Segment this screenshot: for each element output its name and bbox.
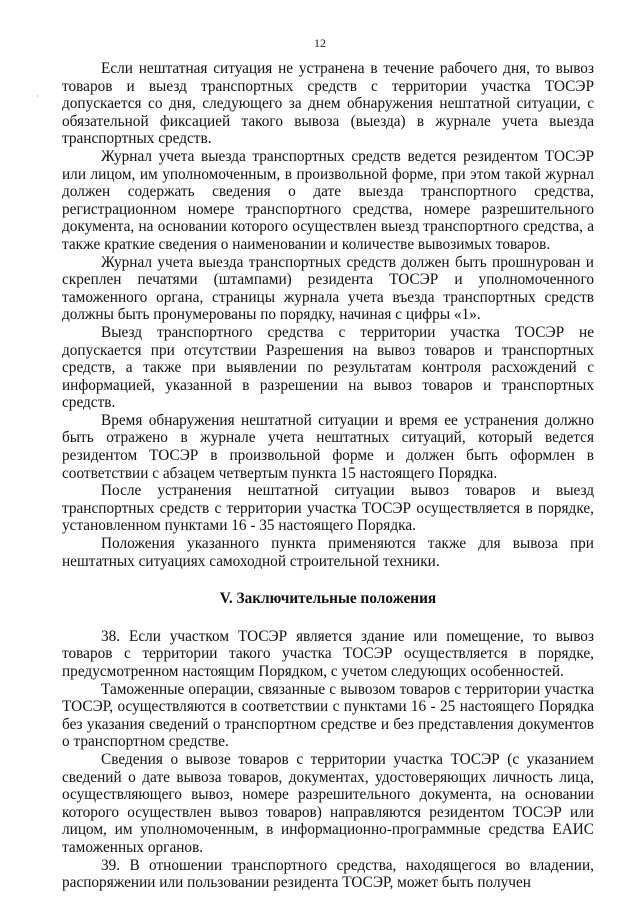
paragraph: Журнал учета выезда транспортных средств ведется резидентом ТОСЭР или лицом, им уполномоченным, в произвольной форме, при этом такой журнал должен содержать сведения о дате выезда транспортного средства, регистрационном номере транспортного средства, номере разрешительного документа, на основании которого осуществлен выезд транспортного средства, а также краткие сведения о наименовании и количестве вывозимых товаров.	[62, 147, 594, 253]
paragraph: Время обнаружения нештатной ситуации и время ее устранения должно быть отражено в журнале учета нештатных ситуаций, который ведется резидентом ТОСЭР в произвольной форме и должен быть оформлен в соответствии с абзацем четвертым пункта 15 настоящего Порядка.	[62, 411, 594, 482]
paragraph: Положения указанного пункта применяются также для вывоза при нештатных ситуациях самоходной строительной техники.	[62, 535, 594, 570]
margin-mark: ·	[36, 92, 39, 102]
paragraph: 39. В отношении транспортного средства, находящегося во владении, распоряжении или пользовании резидента ТОСЭР, может быть получен	[62, 856, 594, 892]
paragraph: Таможенные операции, связанные с вывозом товаров с территории участка ТОСЭР, осуществляются в соответствии с пунктами 16 - 25 настоящего Порядка без указания сведений о транспортном средстве и без представления документов о транспортном средстве.	[62, 680, 594, 751]
paragraph: После устранения нештатной ситуации вывоз товаров и выезд транспортных средств с территории участка ТОСЭР осуществляется в порядке, установленном пунктами 16 - 35 настоящего Порядка.	[62, 482, 594, 535]
paragraph: 38. Если участком ТОСЭР является здание или помещение, то вывоз товаров с территории такого участка ТОСЭР осуществляется в порядке, предусмотренном настоящим Порядком, с учетом следующих особенностей.	[62, 627, 594, 680]
paragraph: Выезд транспортного средства с территории участка ТОСЭР не допускается при отсутствии Разрешения на вывоз товаров и транспортных средств, а также при выявлении по результатам контроля расхождений с информацией, указанной в разрешении на вывоз товаров и транспортных средств.	[62, 323, 594, 412]
section-heading: V. Заключительные положения	[219, 590, 437, 608]
page-number: 12	[314, 36, 326, 50]
paragraph: Если нештатная ситуация не устранена в течение рабочего дня, то вывоз товаров и выезд транспортных средств с территории участка ТОСЭР допускается со дня, следующего за днем обнаружения нештатной ситуации, с обязательной фиксацией такого вывоза (выезда) в журнале учета выезда транспортных средств.	[62, 60, 594, 148]
paragraph: Журнал учета выезда транспортных средств должен быть прошнурован и скреплен печатями (штампами) резидента ТОСЭР и уполномоченного таможенного органа, страницы журнала учета въезда транспортных средств должны быть пронумерованы по порядку, начиная с цифры «1».	[62, 253, 594, 324]
paragraph: Сведения о вывозе товаров с территории участка ТОСЭР (с указанием сведений о дате вывоза товаров, документах, удостоверяющих личность лица, осуществляющего вывоз, номере разрешительного документа, на основании которого осуществлен вывоз товаров) направляются резидентом ТОСЭР или лицом, им уполномоченным, в информационно-программные средства ЕАИС таможенных органов.	[62, 750, 594, 856]
document-body	[62, 60, 594, 892]
